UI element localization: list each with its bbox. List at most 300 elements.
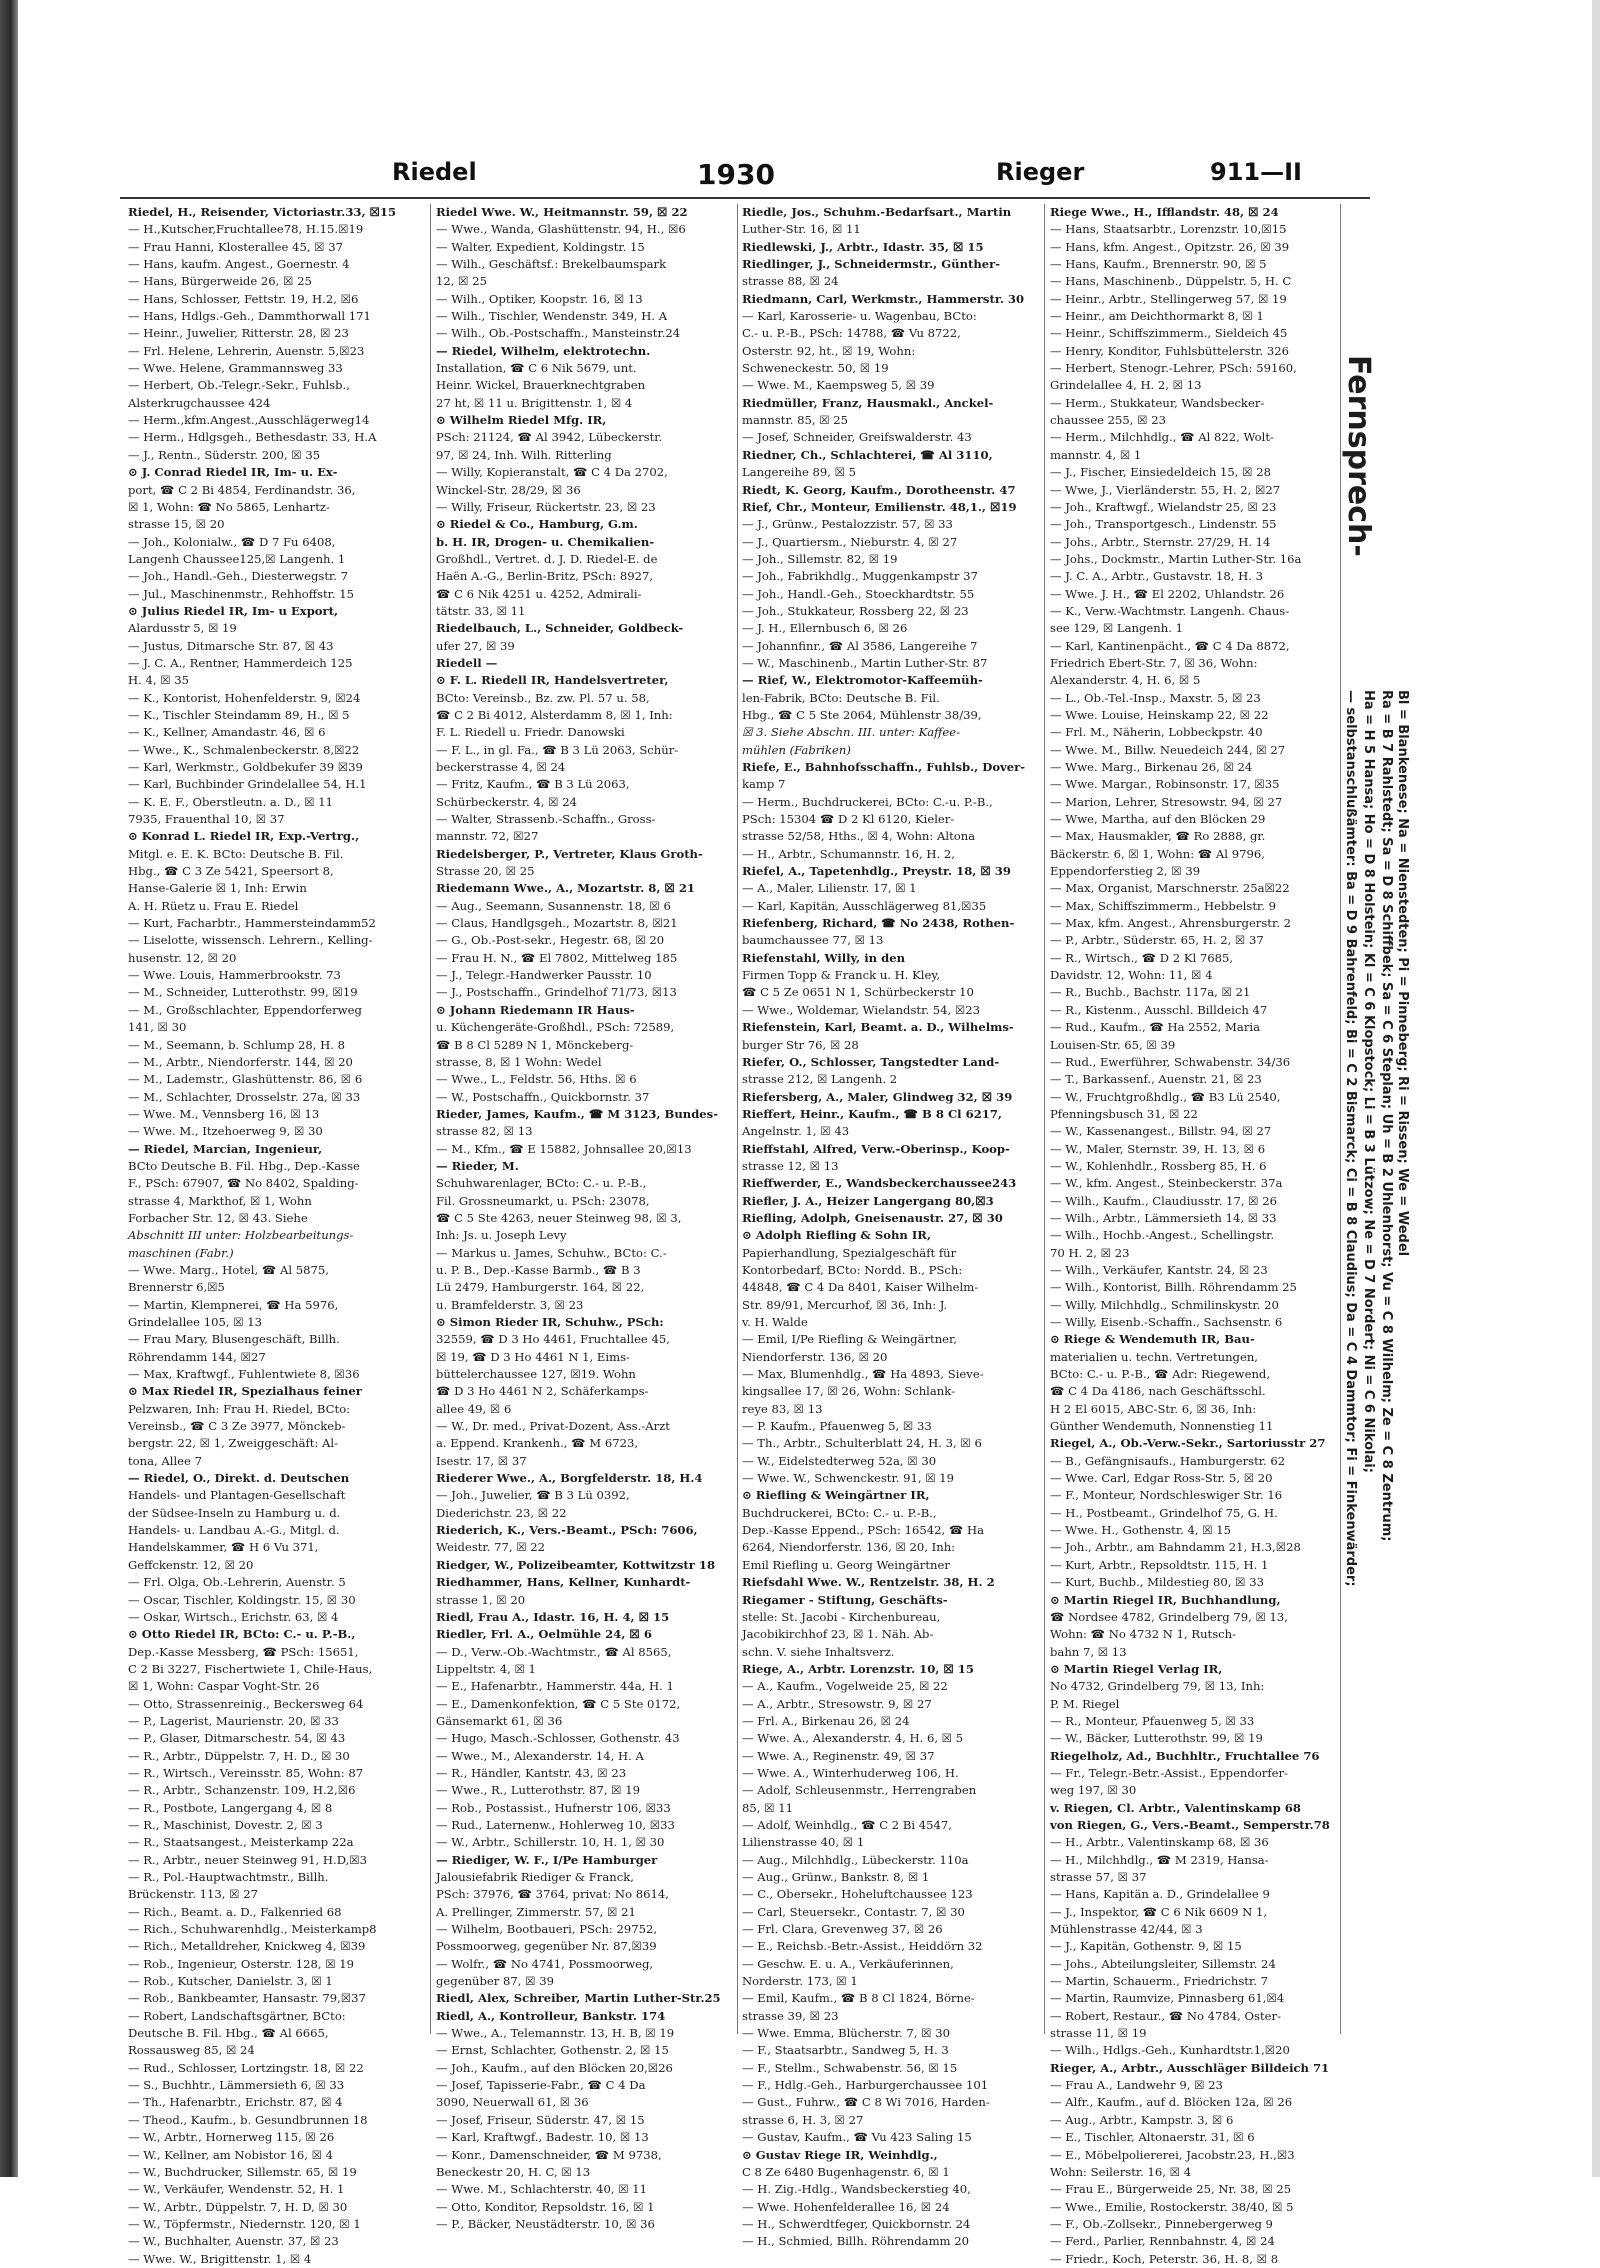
directory-entry-line: H. 4, ☒ 35 (128, 673, 190, 688)
directory-entry-line: ☎ D 3 Ho 4461 N 2, Schäferkamps- (436, 1384, 649, 1399)
directory-entry-line: — B., Gefängnisaufs., Hamburgerstr. 62 (1050, 1453, 1286, 1468)
directory-entry-line: Bäckerstr. 6, ☒ 1, Wohn: ☎ Al 9796, (1050, 846, 1265, 861)
directory-entry-line: — Wilhelm, Bootbaueri, PSch: 29752, (436, 1922, 658, 1937)
directory-entry-line: — Heinr., Juwelier, Ritterstr. 28, ☒ 23 (128, 326, 349, 341)
directory-entry-line: ☎ Nordsee 4782, Grindelberg 79, ☒ 13, (1050, 1609, 1288, 1624)
directory-entry-line: maschinen (Fabr.) (128, 1245, 234, 1260)
directory-entry-line: — Herm., Milchhdlg., ☎ Al 822, Wolt- (1050, 430, 1274, 445)
sidebar-code-line: Ra = B 7 Rahlstedt; Sa = D 8 Schiffbek; Sa = C 6 Steplan; Uh = B 2 Uhlenhorst; Vu = C 8 Wilhelm; Ze = C 8 Zentrum; (1379, 690, 1394, 1542)
directory-entry-line: — Marion, Lehrer, Stresowstr. 94, ☒ 27 (1050, 794, 1283, 809)
directory-entry-line: Riederich, K., Vers.-Beamt., PSch: 7606, (436, 1523, 698, 1538)
directory-entry-line: husenstr. 12, ☒ 20 (128, 950, 237, 965)
sidebar-code-line: Ha = H 5 Hansa; Ho = D 8 Holstein; Kl = C 6 Klopstock; Li = B 3 Lützow; Ne = D 7 Nordert; Ni = C 6 Nikolai; (1361, 690, 1376, 1473)
directory-entry-line: Riedmüller, Franz, Hausmakl., Anckel- (742, 395, 994, 410)
directory-entry-line: — Rob., Ingenieur, Osterstr. 128, ☒ 19 (128, 1956, 355, 1971)
directory-entry-line: — H. Zig.-Hdlg., Wandsbeckerstieg 40, (742, 2182, 971, 2197)
directory-entry-line: Hbg., ☎ C 5 Ste 2064, Mühlenstr 38/39, (742, 707, 982, 722)
directory-entry-line: Rieffwerder, E., Wandsbeckerchaussee243 (742, 1176, 1017, 1191)
directory-entry-line: — Kurt, Arbtr., Repsoldtstr. 115, H. 1 (1050, 1557, 1269, 1572)
directory-entry-line: — Josef, Friseur, Süderstr. 47, ☒ 15 (436, 2112, 645, 2127)
directory-entry-line: — Johs., Arbtr., Sternstr. 27/29, H. 14 (1050, 534, 1271, 549)
directory-entry-line: H 2 El 6015, ABC-Str. 6, ☒ 36, Inh: (1050, 1401, 1257, 1416)
directory-entry-line: Luther-Str. 16, ☒ 11 (742, 222, 861, 237)
directory-entry-line: ☎ B 8 Cl 5289 N 1, Mönckeberg- (436, 1037, 634, 1052)
directory-entry-line: — Hans, kfm. Angest., Opitzstr. 26, ☒ 39 (1050, 239, 1290, 254)
directory-entry-line: materialien u. techn. Vertretungen, (1050, 1349, 1258, 1364)
directory-entry-line: Wohn: Seilerstr. 16, ☒ 4 (1050, 2164, 1192, 2179)
directory-entry-line: — Wwe., L., Feldstr. 56, Hths. ☒ 6 (436, 1072, 637, 1087)
directory-entry-line: — A., Maler, Lilienstr. 17, ☒ 1 (742, 881, 917, 896)
directory-entry-line: ☎ C 5 Ze 0651 N 1, Schürbeckerstr 10 (742, 985, 974, 1000)
directory-entry-line: strasse 82, ☒ 13 (436, 1124, 533, 1139)
directory-entry-line: — Wilh., Geschäftsf.: Brekelbaumspark (436, 257, 667, 272)
directory-entry-line: u. Bramfelderstr. 3, ☒ 23 (436, 1297, 584, 1312)
directory-entry-line: Röhrendamm 144, ☒27 (128, 1349, 266, 1364)
directory-entry-line: bahn 7, ☒ 13 (1050, 1644, 1127, 1659)
directory-entry-line: strasse 12, ☒ 13 (742, 1158, 839, 1173)
sidebar-code-line: — selbstanschlußämter: Ba = D 9 Bahrenfeld; Bi = C 2 Bismarck; Ci = B 8 Claudius; Da = C 4 Dammtor; Fi = Finkenwärder; (1343, 690, 1358, 1587)
directory-entry-line: Riederer Wwe., A., Borgfelderstr. 18, H.4 (436, 1471, 703, 1486)
directory-entry-line: — Wilh., Tischler, Wendenstr. 349, H. A (436, 309, 668, 324)
directory-entry-line: — Wilh., Optiker, Koopstr. 16, ☒ 13 (436, 291, 643, 306)
directory-entry-line: 141, ☒ 30 (128, 1020, 187, 1035)
directory-entry-line: C 2 Bi 3227, Fischertwiete 1, Chile-Haus, (128, 1661, 373, 1676)
directory-entry-line: strasse 52/58, Hths., ☒ 4, Wohn: Altona (742, 829, 976, 844)
directory-entry-line: — Rob., Postassist., Hufnerstr 106, ☒33 (436, 1800, 671, 1815)
directory-entry-line: — Aug., Arbtr., Kampstr. 3, ☒ 6 (1050, 2112, 1234, 2127)
directory-entry-line: — Justus, Ditmarsche Str. 87, ☒ 43 (128, 638, 334, 653)
directory-entry-line: — Wilh., Kaufm., Claudiusstr. 17, ☒ 26 (1050, 1193, 1278, 1208)
directory-entry-line: Rieder, James, Kaufm., ☎ M 3123, Bundes- (436, 1106, 719, 1121)
directory-entry-line: — Wwe. W., Brigittenstr. 1, ☒ 4 (128, 2251, 312, 2266)
directory-entry-line: — Fritz, Kaufm., ☎ B 3 Lü 2063, (436, 777, 630, 792)
directory-entry-line: — Joh., Arbtr., am Bahndamm 21, H.3,☒28 (1050, 1540, 1301, 1555)
directory-entry-line: — Wwe. M., Vennsberg 16, ☒ 13 (128, 1106, 320, 1121)
directory-entry-line: — Frau E., Bürgerweide 25, Nr. 38, ☒ 25 (1050, 2182, 1292, 2197)
directory-entry-line: Lü 2479, Hamburgerstr. 164, ☒ 22, (436, 1280, 645, 1295)
directory-entry-line: 44848, ☎ C 4 Da 8401, Kaiser Wilhelm- (742, 1280, 979, 1295)
directory-entry-line: Riedlinger, J., Schneidermstr., Günther- (742, 257, 1001, 272)
directory-entry-line: Riedmann, Carl, Werkmstr., Hammerstr. 30 (742, 291, 1025, 306)
directory-entry-line: — W., Bäcker, Lutterothstr. 99, ☒ 19 (1050, 1731, 1263, 1746)
directory-entry-line: — Joh., Handl.-Geh., Diesterwegstr. 7 (128, 569, 349, 584)
directory-entry-line: Riefenstahl, Willy, in den (742, 950, 906, 965)
directory-entry-line: Geffckenstr. 12, ☒ 20 (128, 1557, 254, 1572)
directory-entry-line: — D., Verw.-Ob.-Wachtmstr., ☎ Al 8565, (436, 1644, 672, 1659)
directory-entry-line: Davidstr. 12, Wohn: 11, ☒ 4 (1050, 968, 1213, 983)
directory-entry-line: Possmoorweg, gegenüber Nr. 87,☒39 (436, 1939, 657, 1954)
directory-entry-line: — J., Inspektor, ☎ C 6 Nik 6609 N 1, (1050, 1904, 1268, 1919)
directory-entry-line: Brennerstr 6,☒5 (128, 1280, 225, 1295)
directory-entry-line: — Riedel, Marcian, Ingenieur, (128, 1141, 323, 1156)
directory-entry-line: — Wwe., M., Alexanderstr. 14, H. A (436, 1748, 644, 1763)
directory-entry-line: — W., Dr. med., Privat-Dozent, Ass.-Arzt (436, 1419, 670, 1434)
directory-entry-line: baumchaussee 77, ☒ 13 (742, 933, 884, 948)
directory-entry-line: Wohn: ☎ No 4732 N 1, Rutsch- (1050, 1627, 1237, 1642)
directory-entry-line: — Robert, Restaur., ☎ No 4784, Oster- (1050, 2008, 1281, 2023)
directory-column-2 (436, 204, 728, 2231)
directory-entry-line: — Wwe. H., Gothenstr. 4, ☒ 15 (1050, 1523, 1232, 1538)
directory-entry-line: — Rud., Laternenw., Hohlerweg 10, ☒33 (436, 1817, 675, 1832)
directory-entry-line: — Wilh., Kontorist, Billh. Röhrendamm 25 (1050, 1280, 1297, 1295)
directory-entry-line: — Rich., Schuhwarenhdlg., Meisterkamp8 (128, 1922, 377, 1937)
directory-entry-line: — Theod., Kaufm., b. Gesundbrunnen 18 (128, 2112, 368, 2127)
directory-entry-line: Riegamer - Stiftung, Geschäfts- (742, 1592, 948, 1607)
directory-entry-line: der Südsee-Inseln zu Hamburg u. d. (128, 1505, 341, 1520)
directory-entry-line: — Henry, Konditor, Fuhlsbüttelerstr. 326 (1050, 343, 1290, 358)
directory-entry-line: see 129, ☒ Langenh. 1 (1050, 621, 1183, 636)
directory-entry-line: v. Riegen, Cl. Arbtr., Valentinskamp 68 (1050, 1800, 1301, 1815)
directory-entry-line: — R., Arbtr., Schanzenstr. 109, H.2,☒6 (128, 1783, 356, 1798)
directory-entry-line: — R., Arbtr., Düppelstr. 7, H. D., ☒ 30 (128, 1748, 350, 1763)
directory-entry-line: 6264, Niendorferstr. 136, ☒ 20, Inh: (742, 1540, 956, 1555)
directory-entry-line: — Frl. Helene, Lehrerin, Auenstr. 5,☒23 (128, 343, 365, 358)
directory-entry-line: — Aug., Seemann, Susannenstr. 18, ☒ 6 (436, 898, 671, 913)
directory-entry-line: Friedrich Ebert-Str. 7, ☒ 36, Wohn: (1050, 655, 1258, 670)
directory-entry-line: büttelerchaussee 127, ☒19. Wohn (436, 1367, 636, 1382)
directory-entry-line: — Wwe., K., Schmalenbeckerstr. 8,☒22 (128, 742, 360, 757)
directory-entry-line: — Max, Schiffszimmerm., Hebbelstr. 9 (1050, 898, 1277, 913)
directory-entry-line: — Riedel, O., Direkt. d. Deutschen (128, 1471, 350, 1486)
directory-entry-line: — Herm., Stukkateur, Wandsbecker- (1050, 395, 1265, 410)
directory-entry-line: — F., Hdlg.-Geh., Harburgerchaussee 101 (742, 2078, 989, 2093)
directory-entry-line: 27 ht, ☒ 11 u. Brigittenstr. 1, ☒ 4 (436, 395, 633, 410)
column-divider (430, 204, 431, 2034)
directory-entry-line: — Wwe, J., Vierländerstr. 55, H. 2, ☒27 (1050, 482, 1281, 497)
directory-entry-line: Riege Wwe., H., Ifflandstr. 48, ☒ 24 (1050, 205, 1279, 219)
directory-entry-line: — Joh., Sillemstr. 82, ☒ 19 (742, 551, 898, 566)
directory-entry-line: Buchdruckerei, BCto: C.- u. P.-B., (742, 1505, 937, 1520)
directory-entry-line: — M., Arbtr., Niendorferstr. 144, ☒ 20 (128, 1054, 353, 1069)
directory-entry-line: — F. L., in gl. Fa., ☎ B 3 Lü 2063, Schür- (436, 742, 679, 757)
directory-entry-line: Installation, ☎ C 6 Nik 5679, unt. (436, 361, 637, 376)
directory-entry-line: Angelnstr. 1, ☒ 43 (742, 1124, 850, 1139)
directory-entry-line: — Josef, Tapisserie-Fabr., ☎ C 4 Da (436, 2078, 646, 2093)
directory-entry-line: — Wilh., Arbtr., Lämmersieth 14, ☒ 33 (1050, 1210, 1277, 1225)
directory-entry-line: ⊙ Adolph Riefling & Sohn IR, (742, 1228, 931, 1243)
directory-entry-line: F., PSch: 67907, ☎ No 8402, Spalding- (128, 1176, 359, 1191)
directory-entry-line: — Max, Organist, Marschnerstr. 25a☒22 (1050, 881, 1290, 896)
directory-entry-line: — Josef, Schneider, Greifswalderstr. 43 (742, 430, 972, 445)
directory-entry-line: Weidestr. 77, ☒ 22 (436, 1540, 546, 1555)
directory-entry-line: — Frl. Clara, Grevenweg 37, ☒ 26 (742, 1922, 943, 1937)
directory-entry-line: Langenh Chaussee125,☒ Langenh. 1 (128, 551, 346, 566)
directory-entry-line: A. Prellinger, Zimmerstr. 57, ☒ 21 (436, 1904, 636, 1919)
directory-entry-line: u. Küchengeräte-Großhdl., PSch: 72589, (436, 1020, 675, 1035)
directory-entry-line: — M., Seemann, b. Schlump 28, H. 8 (128, 1037, 346, 1052)
directory-entry-line: — Aug., Milchhdlg., Lübeckerstr. 110a (742, 1852, 969, 1867)
directory-entry-line: — Hans, Maschinenb., Düppelstr. 5, H. C (1050, 274, 1292, 289)
directory-entry-line: 70 H. 2, ☒ 23 (1050, 1245, 1130, 1260)
directory-entry-line: — H., Schwerdtfeger, Quickbornstr. 24 (742, 2216, 971, 2231)
directory-entry-line: Riedt, K. Georg, Kaufm., Dorotheenstr. 47 (742, 482, 1016, 497)
header-rule (120, 197, 1370, 199)
directory-entry-line: stelle: St. Jacobi - Kirchenbureau, (742, 1609, 941, 1624)
directory-entry-line: Rieffert, Heinr., Kaufm., ☎ B 8 Cl 6217, (742, 1106, 1002, 1121)
directory-entry-line: Riegelholz, Ad., Buchhltr., Fruchtallee 76 (1050, 1748, 1320, 1763)
directory-entry-line: — R., Wirtsch., Vereinsstr. 85, Wohn: 87 (128, 1765, 364, 1780)
directory-entry-line: ⊙ Gustav Riege IR, Weinhdlg., (742, 2147, 938, 2162)
directory-entry-line: — J., Kapitän, Gothenstr. 9, ☒ 15 (1050, 1939, 1242, 1954)
directory-entry-line: PSch: 37976, ☎ 3764, privat: No 8614, (436, 1887, 669, 1902)
header-year: 1930 (697, 158, 775, 191)
directory-entry-line: — R., Buchb., Bachstr. 117a, ☒ 21 (1050, 985, 1251, 1000)
directory-entry-line: Str. 89/91, Mercurhof, ☒ 36, Inh: J. (742, 1297, 948, 1312)
directory-entry-line: — Geschw. E. u. A., Verkäuferinnen, (742, 1956, 954, 1971)
sidebar-title (1326, 355, 1406, 675)
directory-entry-line: mannstr. 85, ☒ 25 (742, 413, 849, 428)
directory-entry-line: — Adolf, Weinhdlg., ☎ C 2 Bi 4547, (742, 1817, 952, 1832)
directory-entry-line: — Wwe. Hohenfelderallee 16, ☒ 24 (742, 2199, 950, 2214)
directory-entry-line: — H.,Kutscher,Fruchtallee78, H.15.☒19 (128, 222, 364, 237)
directory-entry-line: — J., Telegr.-Handwerker Pausstr. 10 (436, 968, 652, 983)
directory-entry-line: — Emil, Kaufm., ☎ B 8 Cl 1824, Börne- (742, 1991, 975, 2006)
directory-entry-line: Brückenstr. 113, ☒ 27 (128, 1887, 258, 1902)
directory-entry-line: BCto: Vereinsb., Bz. zw. Pl. 57 u. 58, (436, 690, 650, 705)
directory-entry-line: — Herm., Hdlgsgeh., Bethesdastr. 33, H.A (128, 430, 377, 445)
directory-entry-line: — J. H., Ellernbusch 6, ☒ 26 (742, 621, 908, 636)
directory-entry-line: — W., kfm. Angest., Steinbeckerstr. 37a (1050, 1176, 1283, 1191)
directory-entry-line: Norderstr. 173, ☒ 1 (742, 1974, 858, 1989)
directory-entry-line: strasse 57, ☒ 37 (1050, 1870, 1147, 1884)
directory-entry-line: Mühlenstrasse 42/44, ☒ 3 (1050, 1922, 1203, 1937)
directory-entry-line: — Johannfinr., ☎ Al 3586, Langereihe 7 (742, 638, 978, 653)
directory-entry-line: — Claus, Handlgsgeh., Mozartstr. 8, ☒21 (436, 916, 678, 931)
directory-entry-line: — Joh., Kaufm., auf den Blöcken 20,☒26 (436, 2060, 673, 2075)
directory-entry-line: — Wilh., Hochb.-Angest., Schellingstr. (1050, 1228, 1275, 1243)
directory-entry-line: Grindelallee 4, H. 2, ☒ 13 (1050, 378, 1202, 393)
directory-entry-line: — H., Postbeamt., Grindelhof 75, G. H. (1050, 1505, 1278, 1520)
directory-entry-line: — M., Schneider, Lutterothstr. 99, ☒19 (128, 985, 358, 1000)
directory-entry-line: — K. E. F., Oberstleutn. a. D., ☒ 11 (128, 794, 333, 809)
directory-entry-line: kingsallee 17, ☒ 26, Wohn: Schlank- (742, 1384, 955, 1399)
directory-entry-line: — Karl, Karosserie- u. Wagenbau, BCto: (742, 309, 977, 324)
directory-entry-line: ⊙ Martin Riegel IR, Buchhandlung, (1050, 1592, 1281, 1607)
directory-entry-line: — Riediger, W. F., I/Pe Hamburger (436, 1852, 658, 1867)
directory-entry-line: — W., Verkäufer, Wendenstr. 52, H. 1 (128, 2182, 345, 2197)
directory-entry-line: BCto Deutsche B. Fil. Hbg., Dep.-Kasse (128, 1158, 360, 1173)
directory-entry-line: tätstr. 33, ☒ 11 (436, 603, 526, 618)
directory-entry-line: — Wilh., Hdlgs.-Geh., Kunhardtstr.1,☒20 (1050, 2043, 1290, 2058)
directory-entry-line: Riefe, E., Bahnhofsschaffn., Fuhlsb., Dover- (742, 760, 1026, 774)
directory-entry-line: Niendorferstr. 136, ☒ 20 (742, 1349, 888, 1364)
directory-entry-line: ☒ 19, ☎ D 3 Ho 4461 N 1, Eims- (436, 1349, 630, 1364)
directory-entry-line: mühlen (Fabriken) (742, 742, 851, 757)
directory-entry-line: — S., Buchhtr., Lämmersieth 6, ☒ 33 (128, 2078, 345, 2093)
directory-entry-line: weg 197, ☒ 30 (1050, 1783, 1137, 1798)
directory-entry-line: P. M. Riegel (1050, 1696, 1120, 1711)
directory-entry-line: ⊙ Max Riedel IR, Spezialhaus feiner (128, 1384, 362, 1399)
header-last-entry: Rieger (996, 158, 1085, 186)
directory-entry-line: — W., Buchdrucker, Sillemstr. 65, ☒ 19 (128, 2164, 357, 2179)
directory-entry-line: — Joh., Kolonialw., ☎ D 7 Fu 6408, (128, 534, 336, 549)
directory-entry-line: — M., Schlachter, Drosselstr. 27a, ☒ 33 (128, 1089, 361, 1104)
directory-entry-line: C.- u. P.-B., PSch: 14788, ☎ Vu 8722, (742, 326, 961, 341)
directory-entry-line: — H., Schmied, Billh. Röhrendamm 20 (742, 2234, 969, 2249)
directory-entry-line: — F., Stellm., Schwabenstr. 56, ☒ 15 (742, 2060, 958, 2075)
directory-entry-line: F. L. Riedell u. Friedr. Danowski (436, 725, 625, 740)
directory-entry-line: — E., Damenkonfektion, ☎ C 5 Ste 0172, (436, 1696, 681, 1711)
directory-entry-line: A. H. Rüetz u. Frau E. Riedel (128, 898, 299, 913)
directory-entry-line: Louisen-Str. 65, ☒ 39 (1050, 1037, 1176, 1052)
directory-entry-line: Dep.-Kasse Eppend., PSch: 16542, ☎ Ha (742, 1523, 985, 1538)
directory-entry-line: — Johs., Dockmstr., Martin Luther-Str. 16a (1050, 551, 1302, 566)
directory-entry-line: Riefenberg, Richard, ☎ No 2438, Rothen- (742, 916, 1015, 931)
directory-entry-line: Deutsche B. Fil. Hbg., ☎ Al 6665, (128, 2026, 329, 2041)
directory-entry-line: v. H. Walde (742, 1315, 808, 1329)
directory-entry-line: — W., Arbtr., Düppelstr. 7, H. D, ☒ 30 (128, 2199, 348, 2214)
directory-entry-line: Riedemann Wwe., A., Mozartstr. 8, ☒ 21 (436, 881, 695, 896)
sidebar-code-line: Bl = Blankenese; Na = Nienstedten; Pi = Pinneberg; Ri = Rissen; We = Wedel (1395, 690, 1410, 1257)
directory-entry-line: Schürbeckerstr. 4, ☒ 24 (436, 794, 577, 809)
directory-entry-line: — H., Arbtr., Valentinskamp 68, ☒ 36 (1050, 1835, 1269, 1850)
directory-entry-line: Günther Wendemuth, Nonnenstieg 11 (1050, 1419, 1274, 1434)
directory-entry-line: — Th., Arbtr., Schulterblatt 24, H. 3, ☒ 6 (742, 1436, 982, 1451)
directory-entry-line: — T., Barkassenf., Auenstr. 21, ☒ 23 (1050, 1072, 1262, 1087)
directory-entry-line: — Wilh., Ob.-Postschaffn., Mansteinstr.24 (436, 326, 681, 341)
directory-entry-line: — Joh., Handl.-Geh., Stoeckhardtstr. 55 (742, 586, 975, 601)
directory-entry-line: — Rob., Bankbeamter, Hansastr. 79,☒37 (128, 1991, 366, 2006)
directory-entry-line: — Ferd., Parlier, Rennbahnstr. 4, ☒ 24 (1050, 2234, 1275, 2249)
directory-entry-line: Pelzwaren, Inh: Frau H. Riedel, BCto: (128, 1401, 351, 1416)
directory-entry-line: ☒ 3. Siehe Abschn. III. unter: Kaffee- (742, 725, 961, 740)
directory-entry-line: — J., Rentn., Süderstr. 200, ☒ 35 (128, 447, 321, 462)
directory-entry-line: Eppendorferstieg 2, ☒ 39 (1050, 864, 1201, 879)
directory-entry-line: Riedner, Ch., Schlachterei, ☎ Al 3110, (742, 447, 993, 462)
directory-entry-line: Beneckestr 20, H. C, ☒ 13 (436, 2164, 591, 2179)
directory-entry-line: — P. Kaufm., Pfauenweg 5, ☒ 33 (742, 1419, 932, 1434)
directory-entry-line: allee 49, ☒ 6 (436, 1401, 512, 1416)
directory-entry-line: — Rud., Kaufm., ☎ Ha 2552, Maria (1050, 1020, 1260, 1035)
directory-entry-line: — Willy, Eisenb.-Schaffn., Sachsenstr. 6 (1050, 1315, 1283, 1329)
directory-entry-line: Riedger, W., Polizeibeamter, Kottwitzstr 18 (436, 1557, 716, 1572)
directory-entry-line: — R., Staatsangest., Meisterkamp 22a (128, 1835, 354, 1850)
directory-entry-line: — Wwe. M., Schlachterstr. 40, ☒ 11 (436, 2182, 648, 2197)
directory-entry-line: — Karl, Kantinenpächt., ☎ C 4 Da 8872, (1050, 638, 1290, 653)
directory-entry-line: — Wwe. W., Schwenckestr. 91, ☒ 19 (742, 1471, 955, 1486)
directory-entry-line: Riedler, Frl. A., Oelmühle 24, ☒ 6 (436, 1627, 652, 1642)
directory-entry-line: Riefler, J. A., Heizer Langergang 80,☒3 (742, 1193, 994, 1208)
directory-entry-line: — Carl, Steuersekr., Contastr. 7, ☒ 30 (742, 1904, 965, 1919)
directory-entry-line: Kontorbedarf, BCto: Nordd. B., PSch: (742, 1262, 963, 1277)
directory-entry-line: Heinr. Wickel, Brauerknechtgraben (436, 378, 646, 393)
directory-entry-line: Alardusstr 5, ☒ 19 (128, 621, 237, 636)
directory-entry-line: — W., Arbtr., Schillerstr. 10, H. 1, ☒ 30 (436, 1835, 665, 1850)
directory-entry-line: — Wwe., R., Lutterothstr. 87, ☒ 19 (436, 1783, 641, 1798)
directory-entry-line: Inh: Js. u. Joseph Levy (436, 1228, 567, 1243)
directory-entry-line: — W., Eidelstedterweg 52a, ☒ 30 (742, 1453, 937, 1468)
directory-entry-line: — E., Reichsb.-Betr.-Assist., Heiddörn 32 (742, 1939, 983, 1954)
directory-entry-line: — W., Töpfermstr., Niedernstr. 120, ☒ 1 (128, 2216, 361, 2231)
directory-entry-line: Rief, Chr., Monteur, Emilienstr. 48,1., ☒19 (742, 499, 1017, 514)
directory-entry-line: Abschnitt III unter: Holzbearbeitungs- (128, 1228, 354, 1243)
directory-entry-line: Gänsemarkt 61, ☒ 36 (436, 1713, 563, 1728)
directory-entry-line: — W., Kohlenhdlr., Rossberg 85, H. 6 (1050, 1158, 1267, 1173)
directory-entry-line: — Hans, Schlosser, Fettstr. 19, H.2, ☒6 (128, 291, 359, 306)
directory-entry-line: — Gust., Fuhrw., ☎ C 8 Wi 7016, Harden- (742, 2095, 990, 2110)
directory-entry-line: Riedl, A., Kontrolleur, Bankstr. 174 (436, 2008, 666, 2023)
directory-entry-line: von Riegen, G., Vers.-Beamt., Semperstr.78 (1050, 1817, 1330, 1832)
directory-entry-line: — K., Kontorist, Hohenfelderstr. 9, ☒24 (128, 690, 361, 705)
directory-entry-line: — P., Arbtr., Süderstr. 65, H. 2, ☒ 37 (1050, 933, 1264, 948)
directory-entry-line: Firmen Topp & Franck u. H. Kley, (742, 968, 941, 983)
directory-entry-line: — Herbert, Ob.-Telegr.-Sekr., Fuhlsb., (128, 378, 350, 393)
directory-entry-line: — M., Lademstr., Glashüttenstr. 86, ☒ 6 (128, 1072, 363, 1087)
directory-entry-line: ⊙ F. L. Riedell IR, Handelsvertreter, (436, 673, 669, 688)
directory-entry-line: — Fr., Telegr.-Betr.-Assist., Eppendorfer- (1050, 1765, 1288, 1780)
directory-entry-line: — Wwe. Louis, Hammerbrookstr. 73 (128, 968, 341, 983)
directory-entry-line: Haën A.-G., Berlin-Britz, PSch: 8927, (436, 569, 654, 584)
directory-entry-line: — Kurt, Buchb., Mildestieg 80, ☒ 33 (1050, 1575, 1264, 1590)
directory-entry-line: — Frau H. N., ☎ El 7802, Mittelweg 185 (436, 950, 678, 965)
directory-entry-line: — K., Tischler Steindamm 89, H., ☒ 5 (128, 707, 350, 722)
header-page-number: 911—II (1210, 158, 1302, 186)
directory-entry-line: — Frl. A., Birkenau 26, ☒ 24 (742, 1713, 910, 1728)
directory-entry-line: — P., Bäcker, Neustädterstr. 10, ☒ 36 (436, 2216, 655, 2231)
directory-entry-line: — Hans, kaufm. Angest., Goernestr. 4 (128, 257, 350, 272)
directory-entry-line: b. H. IR, Drogen- u. Chemikalien- (436, 534, 655, 549)
directory-entry-line: — E., Möbelpoliererei, Jacobstr.23, H.,☒3 (1050, 2147, 1295, 2162)
directory-entry-line: — Herm., Buchdruckerei, BCto: C.-u. P.-B., (742, 794, 993, 809)
directory-entry-line: — Rief, W., Elektromotor-Kaffeemüh- (742, 673, 983, 688)
page-right-edge (1592, 0, 1600, 2177)
directory-entry-line: — Rich., Metalldreher, Knickweg 4, ☒39 (128, 1939, 366, 1954)
directory-entry-line: Riefersberg, A., Maler, Glindweg 32, ☒ 39 (742, 1089, 1013, 1104)
directory-entry-line: — W., Maschinenb., Martin Luther-Str. 87 (742, 655, 988, 670)
directory-entry-line: — W., Fruchtgroßhdlg., ☎ B3 Lü 2540, (1050, 1089, 1281, 1104)
directory-entry-line: Riedhammer, Hans, Kellner, Kunhardt- (436, 1575, 691, 1590)
running-header (122, 158, 1362, 194)
directory-entry-line: — R., Postbote, Langergang 4, ☒ 8 (128, 1800, 333, 1815)
directory-entry-line: Handels- und Plantagen-Gesellschaft (128, 1488, 346, 1503)
directory-entry-line: 12, ☒ 25 (436, 274, 487, 289)
directory-entry-line: PSch: 15304 ☎ D 2 Kl 6120, Kieler- (742, 812, 955, 827)
directory-entry-line: Alsterkrugchaussee 424 (128, 395, 271, 410)
directory-entry-line: — Max, Kraftwgf., Fuhlentwiete 8, ☒36 (128, 1367, 360, 1382)
directory-entry-line: — Rob., Kutscher, Danielstr. 3, ☒ 1 (128, 1974, 333, 1989)
directory-entry-line: — H., Arbtr., Schumannstr. 16, H. 2, (742, 846, 955, 861)
directory-entry-line: ⊙ J. Conrad Riedel IR, Im- u. Ex- (128, 465, 338, 480)
directory-entry-line: — Willy, Kopieranstalt, ☎ C 4 Da 2702, (436, 465, 668, 480)
directory-entry-line: strasse 11, ☒ 19 (1050, 2026, 1147, 2041)
directory-entry-line: — H., Milchhdlg., ☎ M 2319, Hansa- (1050, 1852, 1269, 1867)
directory-entry-line: beckerstrasse 4, ☒ 24 (436, 760, 566, 774)
directory-entry-line: Fil. Grossneumarkt, u. PSch: 23078, (436, 1193, 650, 1208)
directory-entry-line: — Wwe., Wanda, Glashüttenstr. 94, H., ☒6 (436, 222, 686, 237)
directory-entry-line: — Hans, Hdlgs.-Geh., Dammthorwall 171 (128, 309, 371, 324)
directory-entry-line: Jacobikirchhof 23, ☒ 1. Näh. Ab- (742, 1627, 934, 1642)
directory-entry-line: — Hans, Bürgerweide 26, ☒ 25 (128, 274, 312, 289)
directory-entry-line: Riedlewski, J., Arbtr., Idastr. 35, ☒ 15 (742, 239, 984, 254)
directory-entry-line: Riefling, Adolph, Gneisenaustr. 27, ☒ 30 (742, 1210, 1003, 1225)
column-divider (1044, 204, 1045, 2034)
directory-entry-line: — Wwe., A., Telemannstr. 13, H. B, ☒ 19 (436, 2026, 675, 2041)
directory-entry-line: Lilienstrasse 40, ☒ 1 (742, 1835, 865, 1850)
directory-entry-line: — P., Lagerist, Maurienstr. 20, ☒ 33 (128, 1713, 339, 1728)
directory-entry-line: — Konr., Damenschneider, ☎ M 9738, (436, 2147, 662, 2162)
directory-entry-line: — Aug., Grünw., Bankstr. 8, ☒ 1 (742, 1870, 930, 1884)
directory-entry-line: — Oskar, Wirtsch., Erichstr. 63, ☒ 4 (128, 1609, 339, 1624)
directory-entry-line: — Walter, Expedient, Koldingstr. 15 (436, 239, 645, 254)
directory-entry-line: — J. C. A., Arbtr., Gustavstr. 18, H. 3 (1050, 569, 1263, 584)
directory-entry-line: — J., Postschaffn., Grindelhof 71/73, ☒13 (436, 985, 677, 1000)
directory-entry-line: ☎ C 5 Ste 4263, neuer Steinweg 98, ☒ 3, (436, 1210, 682, 1225)
directory-entry-line: — Herm.,kfm.Angest.,Ausschlägerweg14 (128, 413, 370, 428)
directory-entry-line: — Joh., Transportgesch., Lindenstr. 55 (1050, 517, 1277, 532)
directory-entry-line: — W., Kellner, am Nobistor 16, ☒ 4 (128, 2147, 334, 2162)
directory-entry-line: strasse 39, ☒ 23 (742, 2008, 839, 2023)
directory-entry-line: Riefenstein, Karl, Beamt. a. D., Wilhelms- (742, 1020, 1014, 1035)
